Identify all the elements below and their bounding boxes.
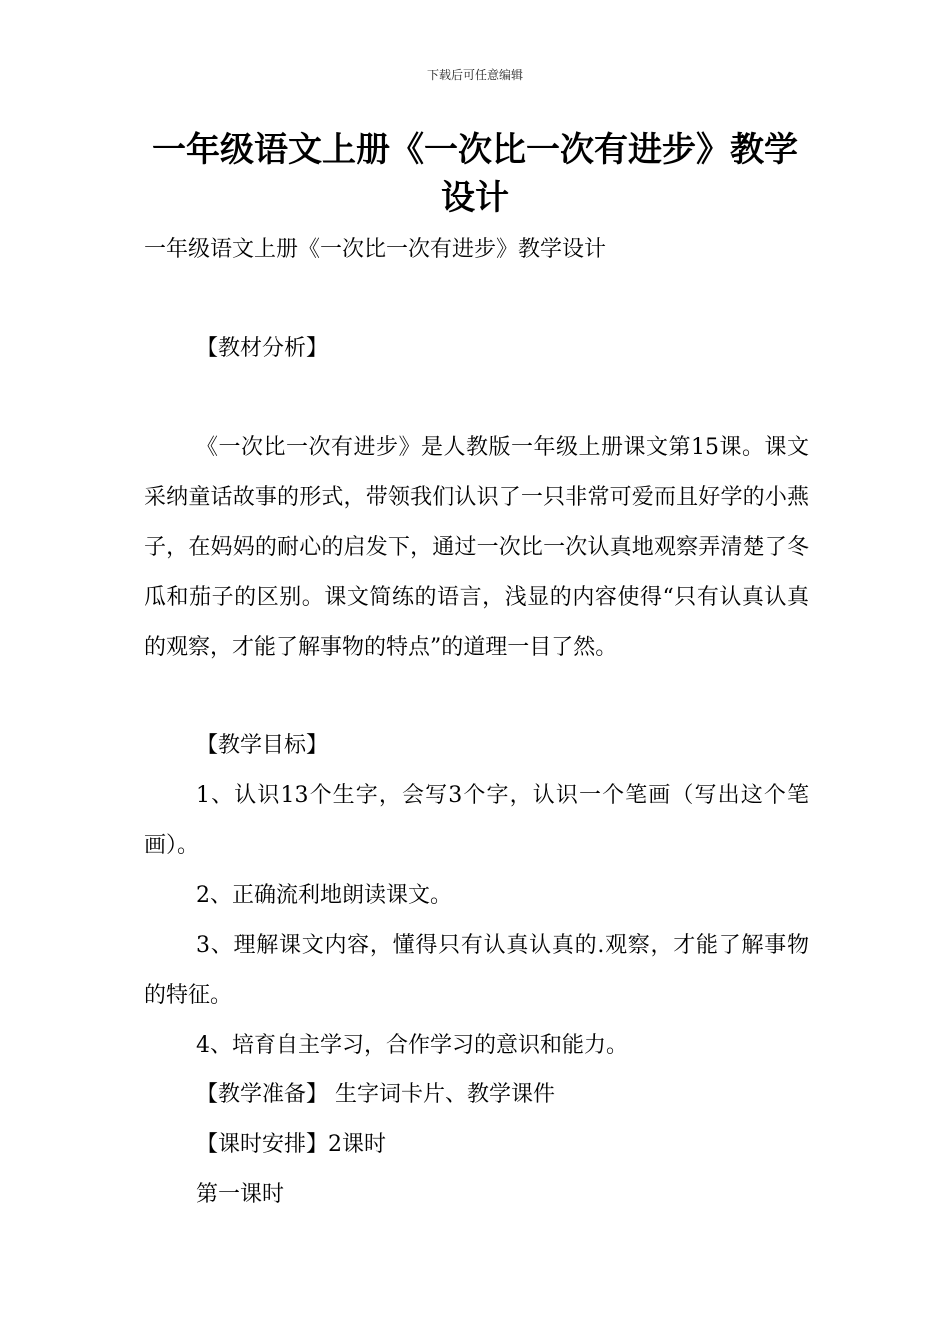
goal-item-4: 4、培育自主学习，合作学习的意识和能力。 [196,1033,628,1058]
header-note: 下载后可任意编辑 [426,68,523,82]
class-schedule: 【课时安排】2课时 [196,1132,386,1157]
goal-item-2: 2、正确流利地朗读课文。 [196,883,452,908]
teaching-prep: 【教学准备】 生字词卡片、教学课件 [196,1082,555,1107]
goal-item-3: 3、理解课文内容，懂得只有认真认真的.观察，才能了解事物的特征。 [144,933,809,1008]
analysis-heading: 【教材分析】 [196,336,329,361]
document-title: 一年级语文上册《一次比一次有进步》教学设计 [152,130,798,218]
document-subtitle: 一年级语文上册《一次比一次有进步》教学设计 [144,237,607,262]
goal-item-1: 1、认识13个生字，会写3个字，认识一个笔画（写出这个笔画）。 [144,783,809,858]
analysis-paragraph: 《一次比一次有进步》是人教版一年级上册课文第15课。课文采纳童话故事的形式，带领我们认识了一只非常可爱而且好学的小燕子，在妈妈的耐心的启发下，通过一次比一次认真地观察弄清楚了冬瓜和茄子的区别。课文简练的语言，浅显的内容使得“只有认真认真的观察，才能了解事物的特点”的道理一目了然。 [144,435,809,660]
lesson-one-heading: 第一课时 [196,1182,285,1207]
goals-heading: 【教学目标】 [196,733,329,758]
